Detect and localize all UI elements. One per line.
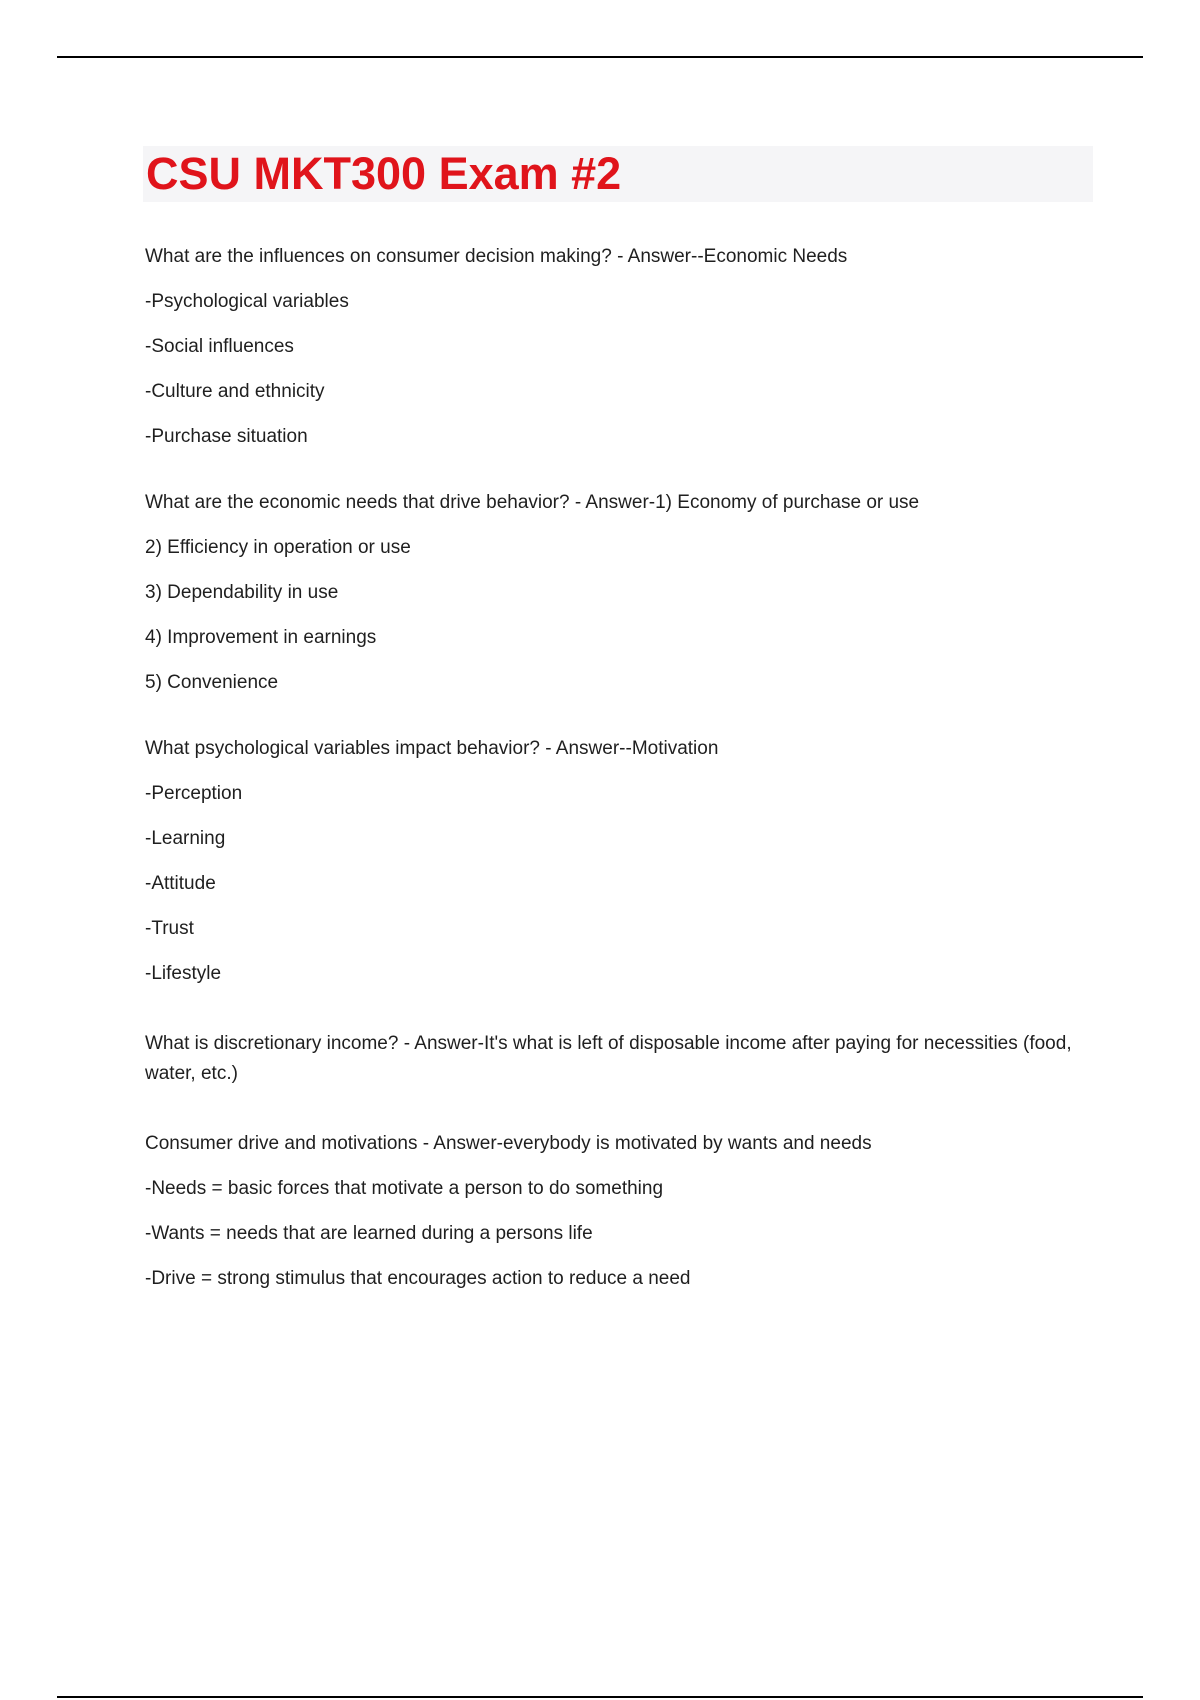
qa-list [145, 246, 1095, 1334]
document-title: CSU MKT300 Exam #2 [146, 148, 622, 199]
qa-item-3 [145, 738, 1095, 985]
qa-answer-line: -Wants = needs that are learned during a persons life [145, 1223, 593, 1244]
qa-answer-line: -Perception [145, 783, 243, 804]
qa-answer-line: 3) Dependability in use [145, 582, 339, 603]
qa-answer-line: -Trust [145, 918, 194, 939]
qa-answer-line: -Purchase situation [145, 426, 308, 447]
qa-item-4 [145, 1029, 1095, 1089]
top-rule [57, 56, 1143, 58]
qa-question: What is discretionary income? - Answer-It's what is left of disposable income after paying for necessities (food, water, etc.) [145, 1033, 1072, 1084]
qa-question: What are the influences on consumer decision making? - Answer--Economic Needs [145, 246, 848, 267]
qa-answer-line: 5) Convenience [145, 672, 279, 693]
qa-item-5 [145, 1133, 1095, 1290]
qa-question: What psychological variables impact behavior? - Answer--Motivation [145, 738, 719, 759]
qa-item-2 [145, 492, 1095, 694]
bottom-rule [57, 1696, 1143, 1698]
qa-answer-line: -Needs = basic forces that motivate a person to do something [145, 1178, 664, 1199]
qa-answer-line: 2) Efficiency in operation or use [145, 537, 411, 558]
qa-item-1 [145, 246, 1095, 448]
qa-question: What are the economic needs that drive behavior? - Answer-1) Economy of purchase or use [145, 492, 920, 513]
qa-question: Consumer drive and motivations - Answer-everybody is motivated by wants and needs [145, 1133, 872, 1154]
qa-answer-line: -Drive = strong stimulus that encourages action to reduce a need [145, 1268, 691, 1289]
qa-answer-line: -Learning [145, 828, 226, 849]
qa-answer-line: -Lifestyle [145, 963, 222, 984]
qa-answer-line: -Social influences [145, 336, 294, 357]
qa-answer-line: -Psychological variables [145, 291, 349, 312]
qa-answer-line: -Culture and ethnicity [145, 381, 325, 402]
qa-answer-line: 4) Improvement in earnings [145, 627, 377, 648]
qa-answer-line: -Attitude [145, 873, 216, 894]
